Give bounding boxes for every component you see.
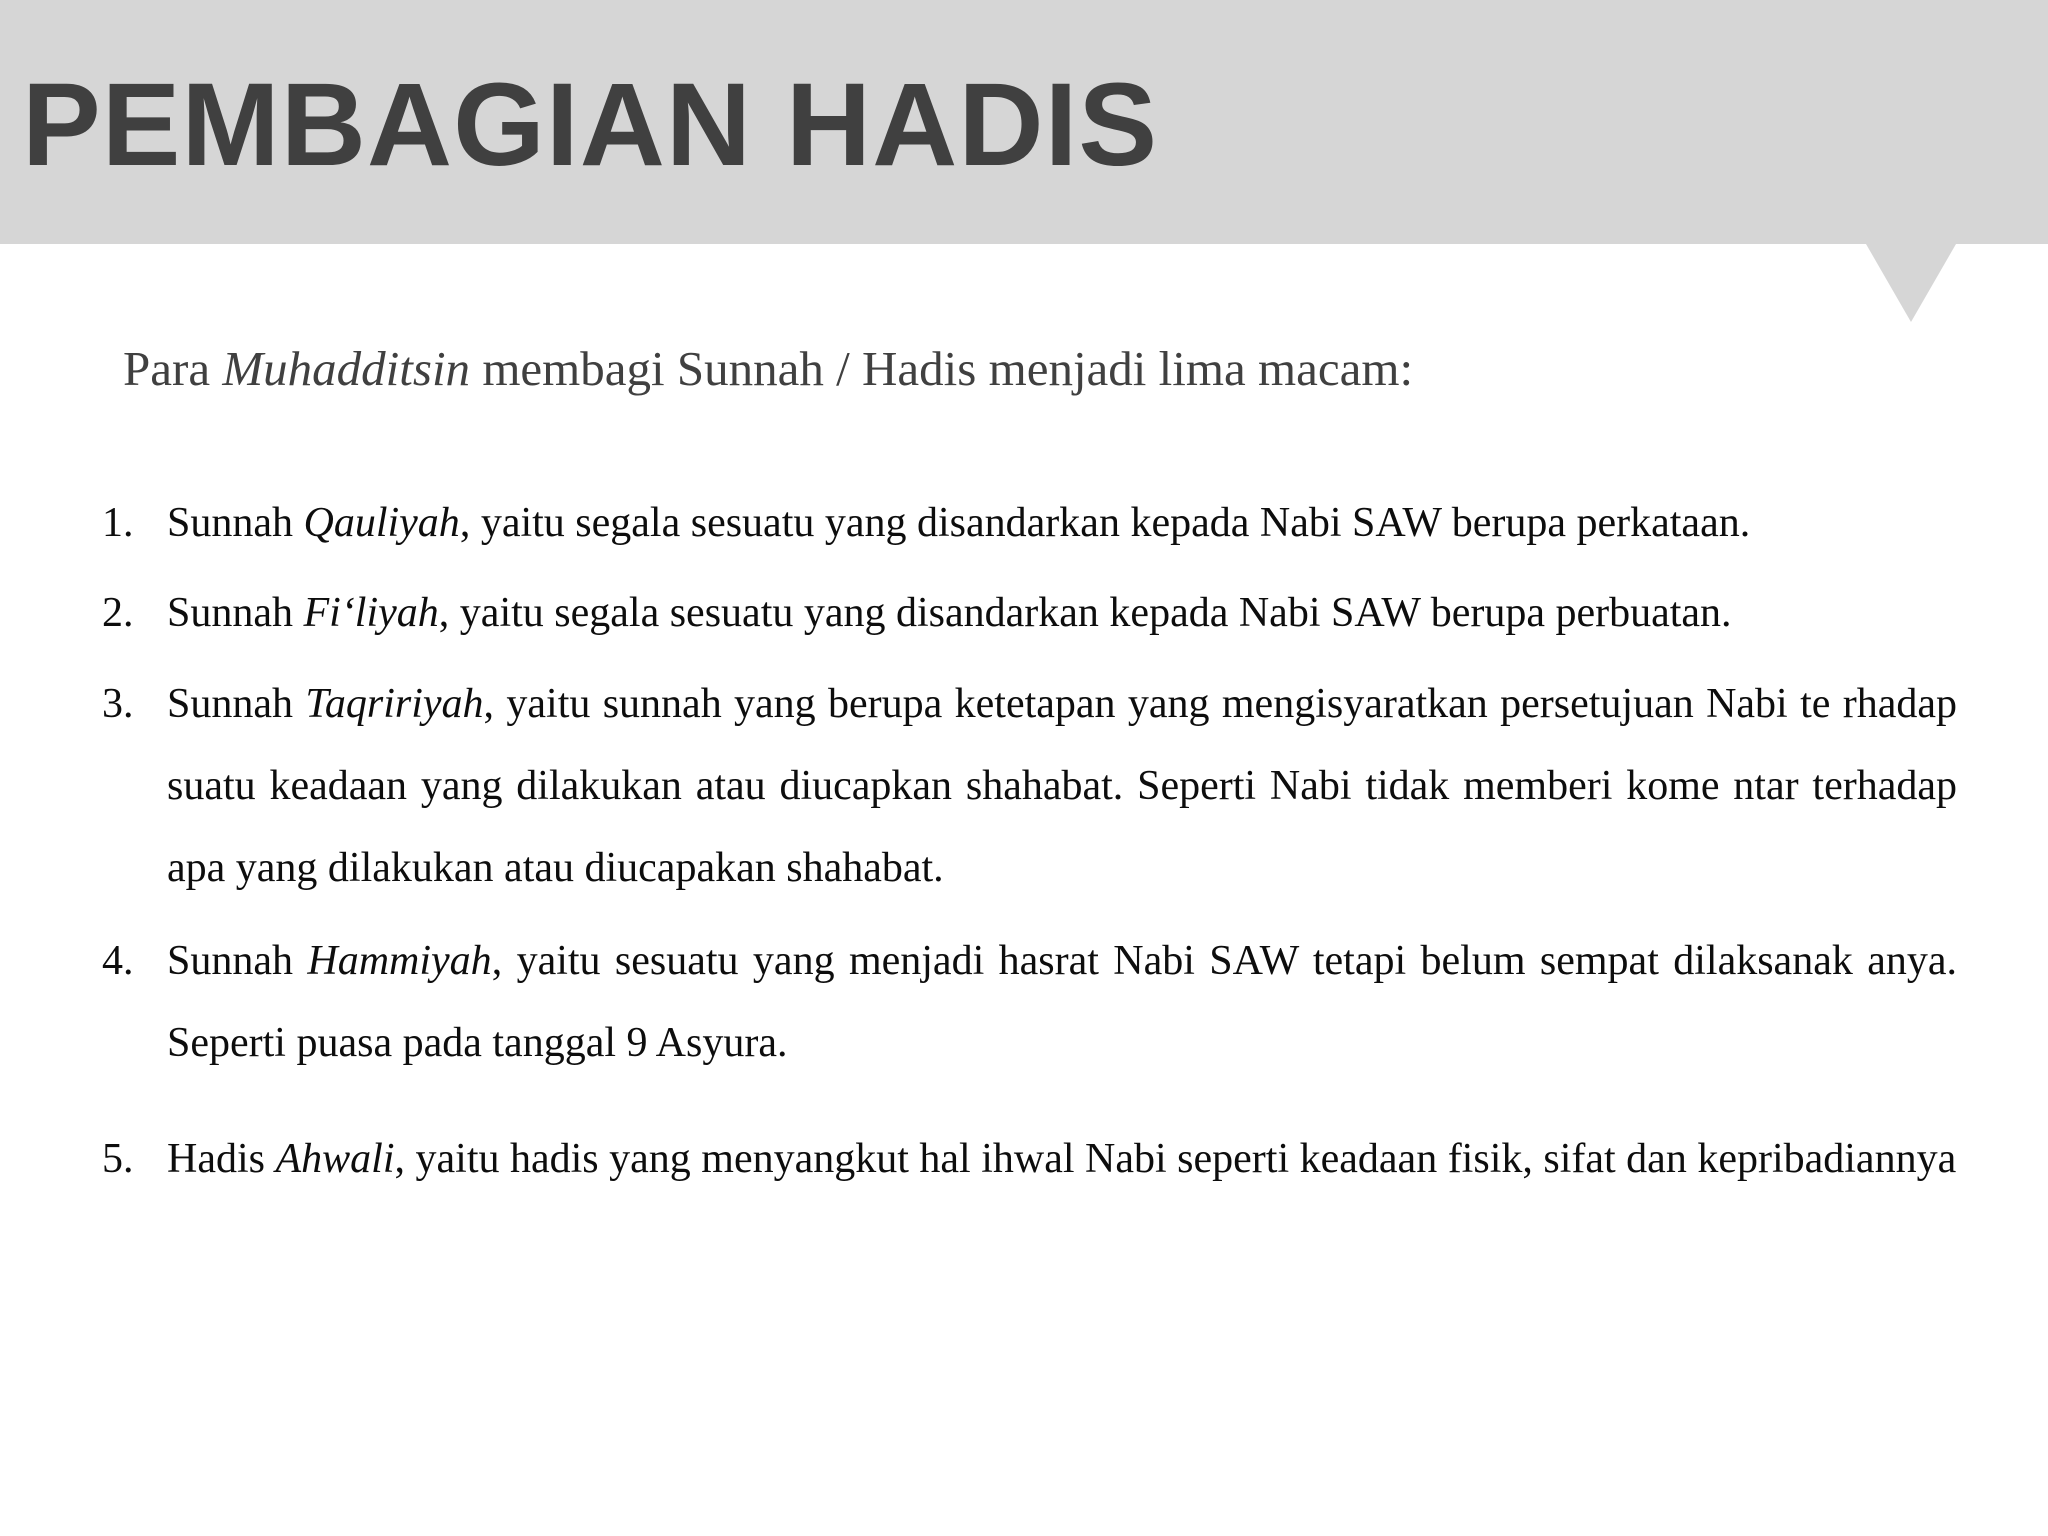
list-item-number: 2. (102, 590, 134, 636)
list-item-text (167, 663, 1957, 909)
list-item-term: Hammiyah (307, 938, 492, 984)
intro-suffix: membagi Sunnah / Hadis menjadi lima macam: (482, 341, 1414, 396)
list-item-prefix: Sunnah (167, 681, 293, 727)
list-item-number: 1. (102, 500, 134, 546)
intro-italic-term: Muhadditsin (222, 341, 471, 396)
page-title: PEMBAGIAN HADIS (22, 59, 1159, 191)
list-item-term: Ahwali (275, 1136, 395, 1182)
list-item-number: 4. (102, 938, 134, 984)
intro-text (123, 338, 1413, 400)
list-item-description: , yaitu segala sesuatu yang disandarkan kepada Nabi SAW berupa perkataan. (459, 500, 1751, 546)
list-item-term: Qauliyah (303, 500, 460, 546)
list-item-text (167, 1118, 1957, 1200)
list-item-number: 5. (102, 1136, 134, 1182)
list-item-prefix: Sunnah (167, 590, 293, 636)
list-item-prefix: Sunnah (167, 500, 293, 546)
list-item-description: , yaitu hadis yang menyangkut hal ihwal Nabi seperti keadaan fisik, sifat dan kepribadiannya (394, 1136, 1957, 1182)
list-item-description: , yaitu sesuatu yang menjadi hasrat Nabi SAW tetapi belum sempat dilaksanak anya. Seperti puasa pada tanggal 9 Asyura. (167, 938, 1957, 1066)
list-item-prefix: Sunnah (167, 938, 293, 984)
list-item-text (167, 482, 1957, 564)
list-item-text (167, 920, 1957, 1084)
list-item-term: Fi‘liyah (303, 590, 439, 636)
list-item-prefix: Hadis (167, 1136, 265, 1182)
header-pointer (1866, 244, 1956, 322)
list-item-term: Taqririyah (305, 681, 484, 727)
list-item-number: 3. (102, 681, 134, 727)
intro-prefix: Para (123, 341, 211, 396)
list-item-description: , yaitu segala sesuatu yang disandarkan kepada Nabi SAW berupa perbuatan. (438, 590, 1732, 636)
list-item-description: , yaitu sunnah yang berupa ketetapan yang mengisyaratkan persetujuan Nabi te rhadap suatu keadaan yang dilakukan atau diucapkan shahabat. Seperti Nabi tidak memberi kome ntar terhadap apa yang dilakukan atau diucapakan shahabat. (167, 681, 1957, 891)
header-band (0, 0, 2048, 244)
list-item-text (167, 572, 1957, 654)
